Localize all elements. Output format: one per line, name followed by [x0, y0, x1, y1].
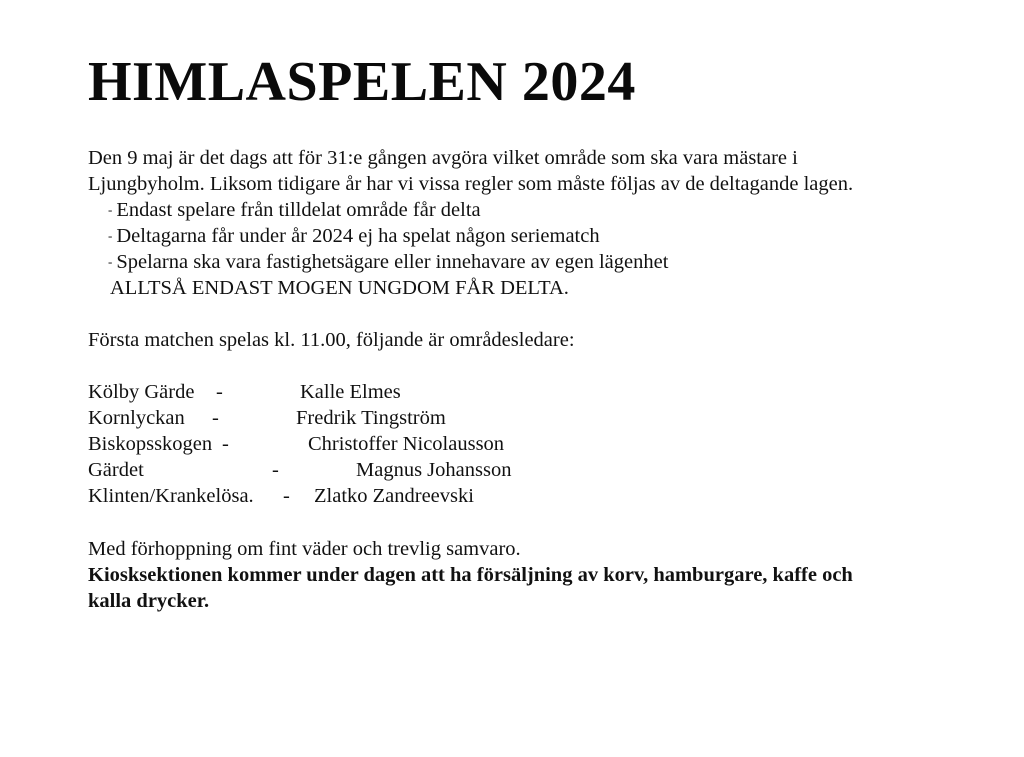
leader-row	[88, 405, 588, 431]
rule-bullet: -	[108, 254, 113, 269]
leader-area: Klinten/Krankelösa.	[88, 485, 254, 507]
rule-item	[108, 197, 481, 225]
rule-bullet: -	[108, 228, 113, 243]
rule-item	[108, 249, 668, 277]
emphasis-line: ALLTSÅ ENDAST MOGEN UNGDOM FÅR DELTA.	[110, 277, 569, 299]
leader-separator: -	[272, 459, 279, 481]
leader-name: Kalle Elmes	[300, 381, 401, 403]
leader-row	[88, 483, 588, 509]
leader-row	[88, 457, 588, 483]
first-match-line: Första matchen spelas kl. 11.00, följande är områdesledare:	[88, 329, 575, 351]
intro-line-1: Den 9 maj är det dags att för 31:e gången avgöra vilket område som ska vara mästare i	[88, 147, 798, 169]
intro-line-2: Ljungbyholm. Liksom tidigare år har vi vissa regler som måste följas av de deltagande lagen.	[88, 173, 854, 195]
rule-item	[108, 223, 600, 251]
rule-text: Endast spelare från tilldelat område får delta	[116, 199, 481, 221]
kiosk-line-2: kalla drycker.	[88, 590, 210, 612]
leader-separator: -	[212, 407, 219, 429]
leader-area: Kölby Gärde	[88, 381, 195, 403]
leader-row	[88, 431, 588, 457]
rule-bullet: -	[108, 202, 113, 217]
leader-separator: -	[283, 485, 290, 507]
rule-text: Deltagarna får under år 2024 ej ha spelat någon seriematch	[116, 225, 600, 247]
leader-name: Magnus Johansson	[356, 459, 512, 481]
closing-line: Med förhoppning om fint väder och trevlig samvaro.	[88, 538, 521, 560]
leader-separator: -	[216, 381, 223, 403]
leader-row	[88, 379, 588, 405]
leader-area: Biskopsskogen	[88, 433, 213, 455]
leader-area: Gärdet	[88, 459, 144, 481]
leader-name: Fredrik Tingström	[296, 407, 446, 429]
kiosk-line-1: Kiosksektionen kommer under dagen att ha försäljning av korv, hamburgare, kaffe och	[88, 564, 853, 586]
leader-name: Christoffer Nicolausson	[308, 433, 505, 455]
leader-area: Kornlyckan	[88, 407, 185, 429]
rule-text: Spelarna ska vara fastighetsägare eller innehavare av egen lägenhet	[116, 251, 669, 273]
leader-name: Zlatko Zandreevski	[314, 485, 474, 507]
leader-separator: -	[222, 433, 229, 455]
page-title: HIMLASPELEN 2024	[88, 51, 636, 113]
